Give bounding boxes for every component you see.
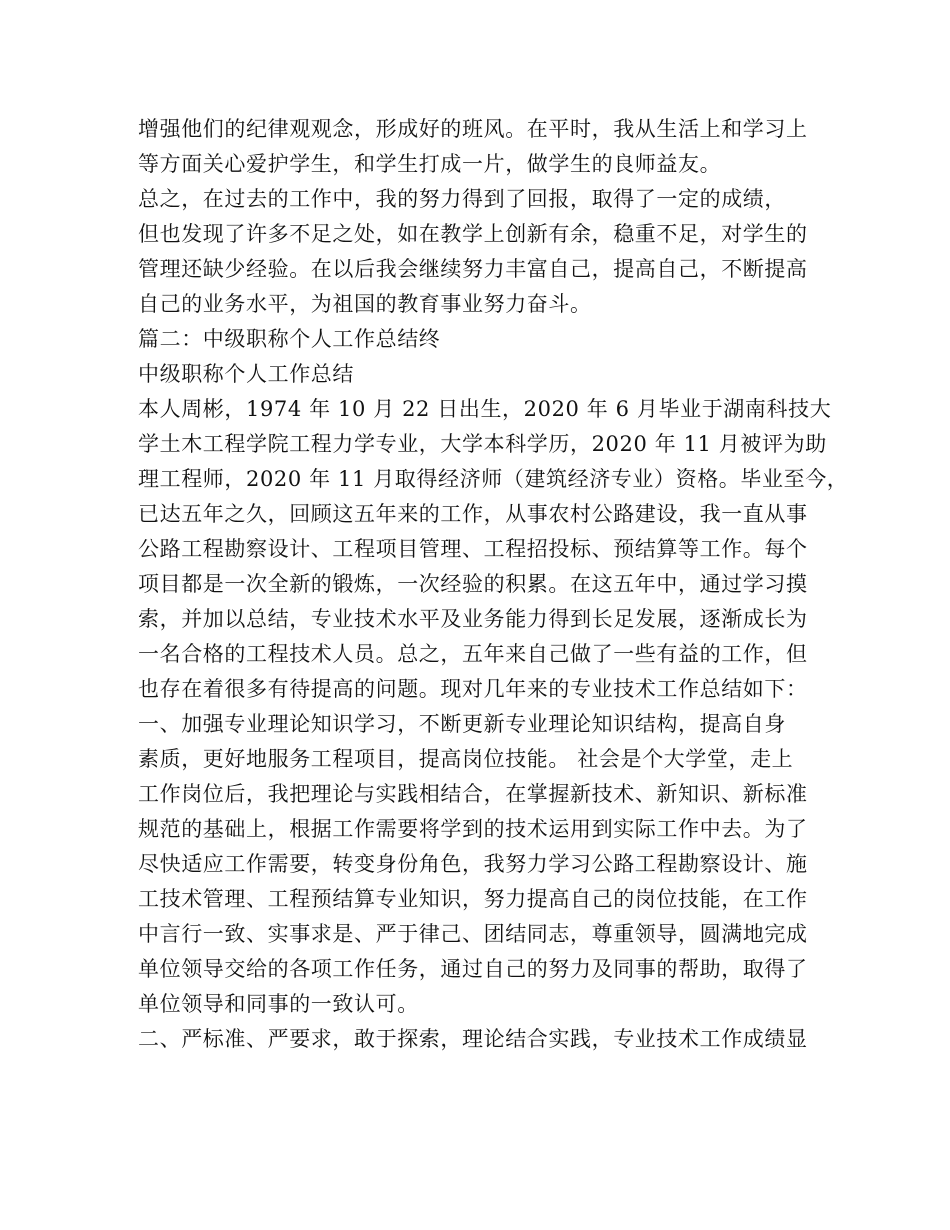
section-heading: 篇二：中级职称个人工作总结终: [138, 327, 441, 351]
text-line: 理工程师，2020 年 11 月取得经济师（建筑经济专业）资格。毕业至今，: [138, 467, 849, 491]
text-line: 管理还缺少经验。在以后我会继续努力丰富自己，提高自己，不断提高: [138, 257, 808, 281]
text-line: 一、加强专业理论知识学习，不断更新专业理论知识结构，提高自身: [138, 712, 786, 736]
text-line: 也存在着很多有待提高的问题。现对几年来的专业技术工作总结如下：: [138, 677, 808, 701]
text-line: 工作岗位后，我把理论与实践相结合，在掌握新技术、新知识、新标准: [138, 782, 808, 806]
text-line: 二、严标准、严要求，敢于探索，理论结合实践，专业技术工作成绩显: [138, 1027, 808, 1051]
text-line: 索，并加以总结，专业技术水平及业务能力得到长足发展，逐渐成长为: [138, 607, 808, 631]
text-line: 素质，更好地服务工程项目，提高岗位技能。 社会是个大学堂，走上: [138, 747, 794, 771]
text-line: 公路工程勘察设计、工程项目管理、工程招投标、预结算等工作。每个: [138, 537, 808, 561]
text-line: 等方面关心爱护学生，和学生打成一片，做学生的良师益友。: [138, 152, 722, 176]
text-line: 规范的基础上，根据工作需要将学到的技术运用到实际工作中去。为了: [138, 817, 808, 841]
text-line: 单位领导交给的各项工作任务，通过自己的努力及同事的帮助，取得了: [138, 957, 808, 981]
text-line: 总之，在过去的工作中，我的努力得到了回报，取得了一定的成绩，: [138, 187, 786, 211]
text-line: 项目都是一次全新的锻炼，一次经验的积累。在这五年中，通过学习摸: [138, 572, 808, 596]
text-line: 中言行一致、实事求是、严于律己、团结同志，尊重领导，圆满地完成: [138, 922, 808, 946]
text-line: 本人周彬，1974 年 10 月 22 日出生，2020 年 6 月毕业于湖南科技大: [138, 397, 832, 421]
text-line: 单位领导和同事的一致认可。: [138, 992, 419, 1016]
text-line: 工技术管理、工程预结算专业知识，努力提高自己的岗位技能，在工作: [138, 887, 808, 911]
text-line: 尽快适应工作需要，转变身份角色，我努力学习公路工程勘察设计、施: [138, 852, 808, 876]
text-line: 已达五年之久，回顾这五年来的工作，从事农村公路建设，我一直从事: [138, 502, 808, 526]
document-title: 中级职称个人工作总结: [138, 362, 354, 386]
text-line: 学土木工程学院工程力学专业，大学本科学历，2020 年 11 月被评为助: [138, 432, 827, 456]
text-line: 自己的业务水平，为祖国的教育事业努力奋斗。: [138, 292, 592, 316]
text-line: 一名合格的工程技术人员。总之，五年来自己做了一些有益的工作，但: [138, 642, 808, 666]
text-line: 增强他们的纪律观观念，形成好的班风。在平时，我从生活上和学习上: [138, 117, 808, 141]
text-line: 但也发现了许多不足之处，如在教学上创新有余，稳重不足，对学生的: [138, 222, 808, 246]
